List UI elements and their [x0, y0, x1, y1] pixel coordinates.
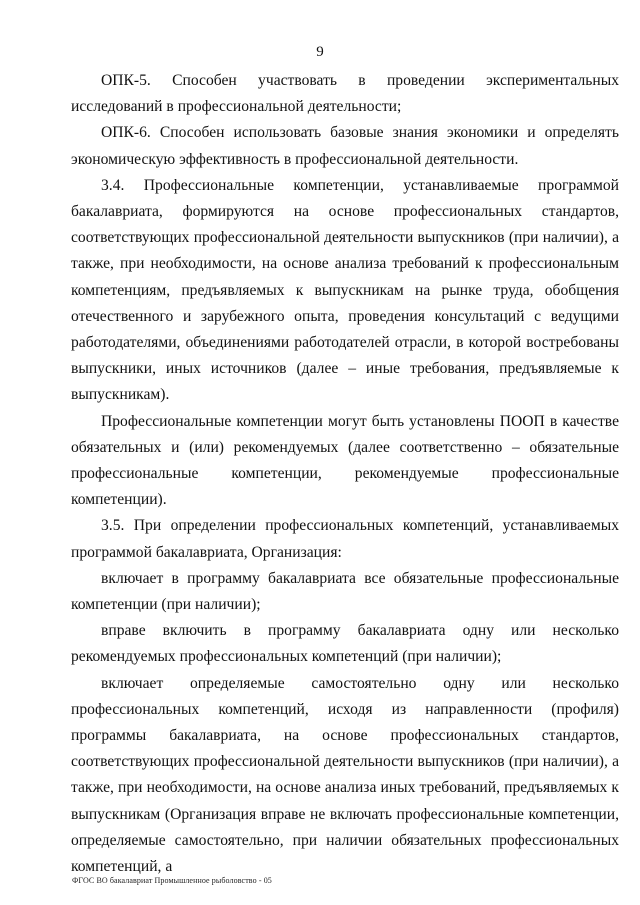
- page-number: 9: [316, 44, 324, 60]
- paragraph-3-4: 3.4. Профессиональные компетенции, устанавливаемые программой бакалавриата, формируются на основе профессиональных стандартов, соответствующих профессиональной деятельности выпускников (при наличии), а также, при необходимости, на основе анализа требований к профессиональным компетенциям, предъявляемых к выпускникам на рынке труда, обобщения отечественного и зарубежного опыта, проведения консультаций с ведущими работодателями, объединениями работодателей отрасли, в которой востребованы выпускники, иных источников (далее – иные требования, предъявляемые к выпускникам).: [71, 176, 619, 404]
- paragraph-pk-pooop: Профессиональные компетенции могут быть установлены ПООП в качестве обязательных и (или) рекомендуемых (далее соответственно – обязательные профессиональные компетенции, рекомендуемые профессиональные компетенции).: [71, 412, 619, 509]
- paragraph-3-5: 3.5. При определении профессиональных компетенций, устанавливаемых программой бакалавриата, Организация:: [71, 517, 619, 561]
- document-body: [71, 68, 619, 880]
- page-footer: ФГОС ВО бакалавриат Промышленное рыболовство - 05: [72, 876, 272, 885]
- paragraph-opk-6: ОПК-6. Способен использовать базовые знания экономики и определять экономическую эффективность в профессиональной деятельности.: [71, 124, 619, 168]
- paragraph-recommended-pk: вправе включить в программу бакалавриата одну или несколько рекомендуемых профессиональных компетенций (при наличии);: [71, 622, 619, 666]
- paragraph-mandatory-pk: включает в программу бакалавриата все обязательные профессиональные компетенции (при наличии);: [71, 569, 619, 614]
- paragraph-self-defined-pk: включает определяемые самостоятельно одну или несколько профессиональных компетенций, исходя из направленности (профиля) программы бакалавриата, на основе профессиональных стандартов, соответствующих профессиональной деятельности выпускников (при наличии), а также, при необходимости, на основе анализа иных требований, предъявляемых к выпускникам (Организация вправе не включать профессиональные компетенции, определяемые самостоятельно, при наличии обязательных профессиональных компетенций, а: [71, 674, 619, 876]
- paragraph-opk-5: ОПК-5. Способен участвовать в проведении экспериментальных исследований в профессиональной деятельности;: [71, 72, 619, 116]
